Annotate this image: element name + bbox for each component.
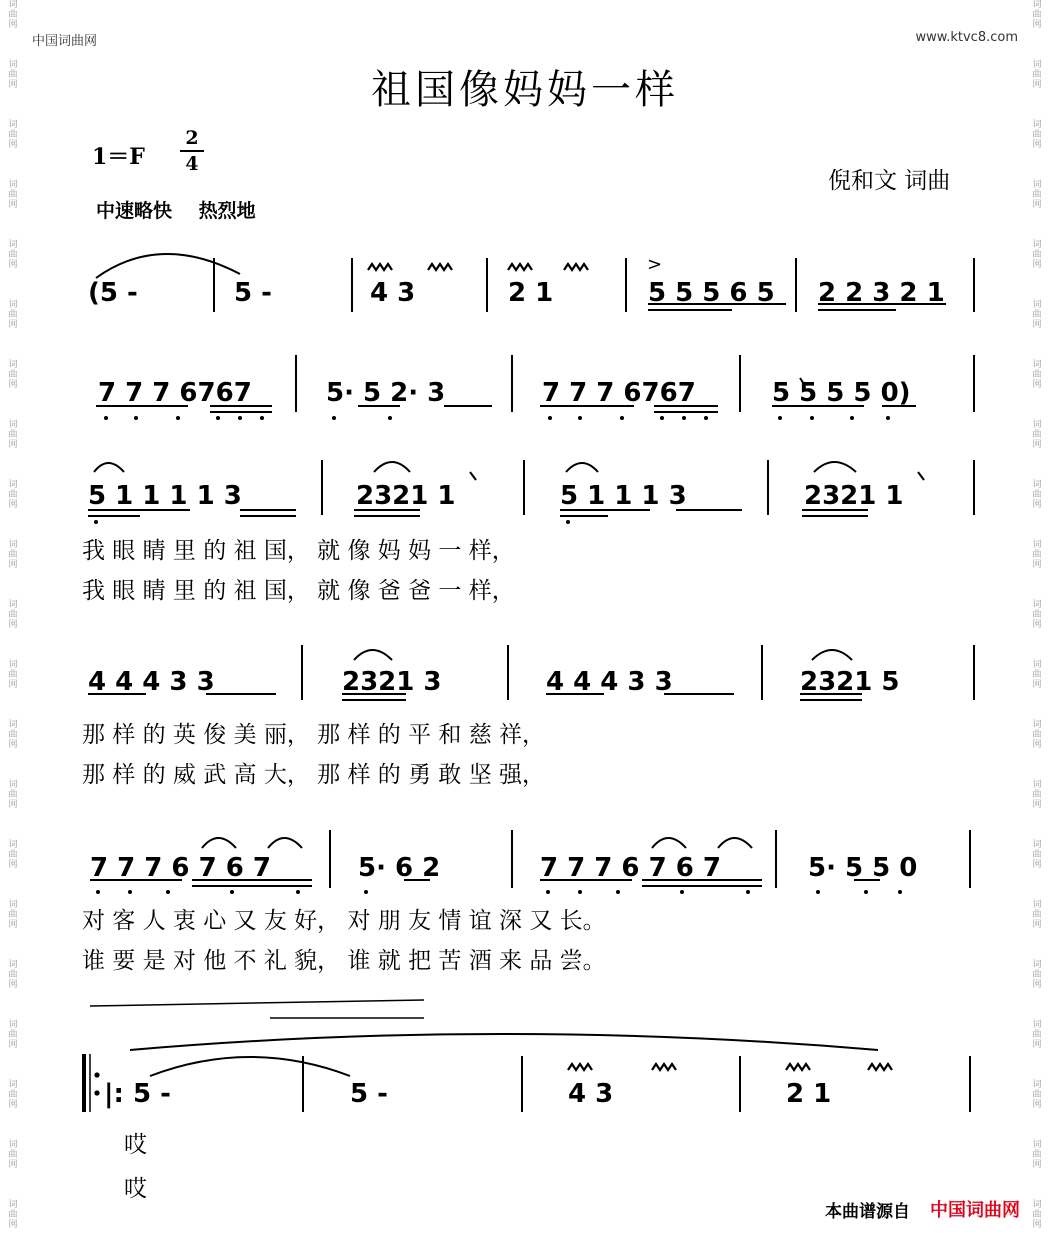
- edge-watermark-mark: 词 曲 网: [1032, 900, 1042, 930]
- time-signature-top: 2: [185, 127, 199, 149]
- edge-watermark-mark: 词 曲 网: [8, 180, 18, 210]
- score-measure: 5 5 5 6 5: [648, 278, 775, 308]
- key-signature: 1＝F: [92, 144, 145, 170]
- score-measure: 7 7 7 6767: [98, 378, 252, 408]
- edge-watermark-mark: 词 曲 网: [8, 1020, 18, 1050]
- edge-watermark-mark: 词 曲 网: [1032, 540, 1042, 570]
- lyric-line: 谁 要 是 对 他 不 礼 貌， 谁 就 把 苦 酒 来 品 尝。: [82, 948, 606, 974]
- edge-watermark-mark: 词 曲 网: [1032, 960, 1042, 990]
- accent-mark: >: [647, 254, 663, 275]
- edge-watermark-mark: 词 曲 网: [1032, 1020, 1042, 1050]
- score-measure: 4 4 4 3 3: [88, 667, 215, 697]
- edge-watermark-mark: 词 曲 网: [8, 840, 18, 870]
- edge-watermark-mark: 词 曲 网: [8, 240, 18, 270]
- score-measure: 5 1 1 1 1 3: [88, 481, 242, 511]
- score-measure: 5 5 5 5 0): [772, 378, 911, 408]
- edge-watermark-mark: 词 曲 网: [1032, 660, 1042, 690]
- source-label: 本曲谱源自: [825, 1202, 910, 1222]
- edge-watermark-mark: 词 曲 网: [1032, 360, 1042, 390]
- lyric-line: 那 样 的 英 俊 美 丽， 那 样 的 平 和 慈 祥，: [82, 722, 546, 748]
- score-measure: |: 5 -: [104, 1079, 171, 1109]
- score-measure: 5 -: [234, 278, 272, 308]
- edge-watermark-mark: 词 曲 网: [1032, 420, 1042, 450]
- edge-watermark-mark: 词 曲 网: [8, 120, 18, 150]
- edge-watermark-mark: 词 曲 网: [8, 1200, 18, 1230]
- edge-watermark-mark: 词 曲 网: [1032, 240, 1042, 270]
- score-measure: 2321 3: [342, 667, 442, 697]
- score-measure: 5· 5 5 0: [808, 853, 918, 883]
- edge-watermark-mark: 词 曲 网: [8, 780, 18, 810]
- score-measure: 5· 6 2: [358, 853, 441, 883]
- edge-watermark-mark: 词 曲 网: [1032, 1080, 1042, 1110]
- time-signature-bottom: 4: [185, 153, 199, 175]
- lyric-line: 我 眼 睛 里 的 祖 国， 就 像 爸 爸 一 样，: [82, 578, 515, 604]
- site-url: www.ktvc8.com: [915, 30, 1018, 45]
- score-measure: 5 -: [350, 1079, 388, 1109]
- edge-watermark-mark: 词 曲 网: [1032, 60, 1042, 90]
- score-measure: 2321 1: [356, 481, 456, 511]
- song-title: 祖国像妈妈一样: [371, 67, 679, 113]
- lyric-line: 对 客 人 衷 心 又 友 好， 对 朋 友 情 谊 深 又 长。: [82, 908, 606, 934]
- edge-watermark-mark: 词 曲 网: [1032, 720, 1042, 750]
- edge-watermark-mark: 词 曲 网: [8, 300, 18, 330]
- lyric-line: 哎: [124, 1132, 147, 1158]
- author-credit: 倪和文 词曲: [828, 168, 951, 194]
- lyric-line: 哎: [124, 1176, 147, 1202]
- score-measure: 7 7 7 6 7 6 7: [90, 853, 271, 883]
- score-measure: 2 2 3 2 1: [818, 278, 945, 308]
- edge-watermark-mark: 词 曲 网: [8, 1140, 18, 1170]
- edge-watermark-mark: 词 曲 网: [8, 660, 18, 690]
- lyric-line: 那 样 的 威 武 高 大， 那 样 的 勇 敢 坚 强，: [82, 762, 546, 788]
- score-measure: 2 1: [786, 1079, 832, 1109]
- source-site: 中国词曲网: [930, 1200, 1020, 1221]
- edge-watermark-mark: 词 曲 网: [1032, 180, 1042, 210]
- edge-watermark-mark: 词 曲 网: [8, 480, 18, 510]
- site-name: 中国词曲网: [32, 34, 98, 49]
- edge-watermark-mark: 词 曲 网: [1032, 600, 1042, 630]
- edge-watermark-mark: 词 曲 网: [8, 420, 18, 450]
- edge-watermark-mark: 词 曲 网: [8, 600, 18, 630]
- edge-watermark-mark: 词 曲 网: [8, 60, 18, 90]
- score-measure: 2321 1: [804, 481, 904, 511]
- edge-watermark-mark: 词 曲 网: [1032, 1140, 1042, 1170]
- edge-watermark-mark: 词 曲 网: [1032, 780, 1042, 810]
- edge-watermark-mark: 词 曲 网: [1032, 300, 1042, 330]
- tempo-marking: 中速略快 热烈地: [96, 200, 256, 222]
- score-measure: (5 -: [88, 278, 138, 308]
- edge-watermark-mark: 词 曲 网: [1032, 1200, 1042, 1230]
- edge-watermark-mark: 词 曲 网: [8, 540, 18, 570]
- score-measure: 7 7 7 6 7 6 7: [540, 853, 721, 883]
- edge-watermark-mark: 词 曲 网: [8, 720, 18, 750]
- separator-rule: [90, 1000, 424, 1018]
- score-measure: 5· 5 2· 3: [326, 378, 446, 408]
- score-measure: 4 4 4 3 3: [546, 667, 673, 697]
- score-measure: 4 3: [370, 278, 416, 308]
- edge-watermark-mark: 词 曲 网: [8, 0, 18, 30]
- edge-watermark-mark: 词 曲 网: [1032, 840, 1042, 870]
- edge-watermark-mark: 词 曲 网: [1032, 120, 1042, 150]
- repeat-start-sign: [84, 1054, 100, 1112]
- edge-watermark-mark: 词 曲 网: [1032, 480, 1042, 510]
- edge-watermark-mark: 词 曲 网: [8, 960, 18, 990]
- lyric-line: 我 眼 睛 里 的 祖 国， 就 像 妈 妈 一 样，: [82, 538, 515, 564]
- edge-watermark-mark: 词 曲 网: [1032, 0, 1042, 30]
- edge-watermark-mark: 词 曲 网: [8, 1080, 18, 1110]
- score-measure: 7 7 7 6767: [542, 378, 696, 408]
- score-measure: 4 3: [568, 1079, 614, 1109]
- edge-watermark-mark: 词 曲 网: [8, 360, 18, 390]
- edge-watermark-mark: 词 曲 网: [8, 900, 18, 930]
- score-measure: 5 1 1 1 3: [560, 481, 687, 511]
- score-measure: 2321 5: [800, 667, 900, 697]
- score-measure: 2 1: [508, 278, 554, 308]
